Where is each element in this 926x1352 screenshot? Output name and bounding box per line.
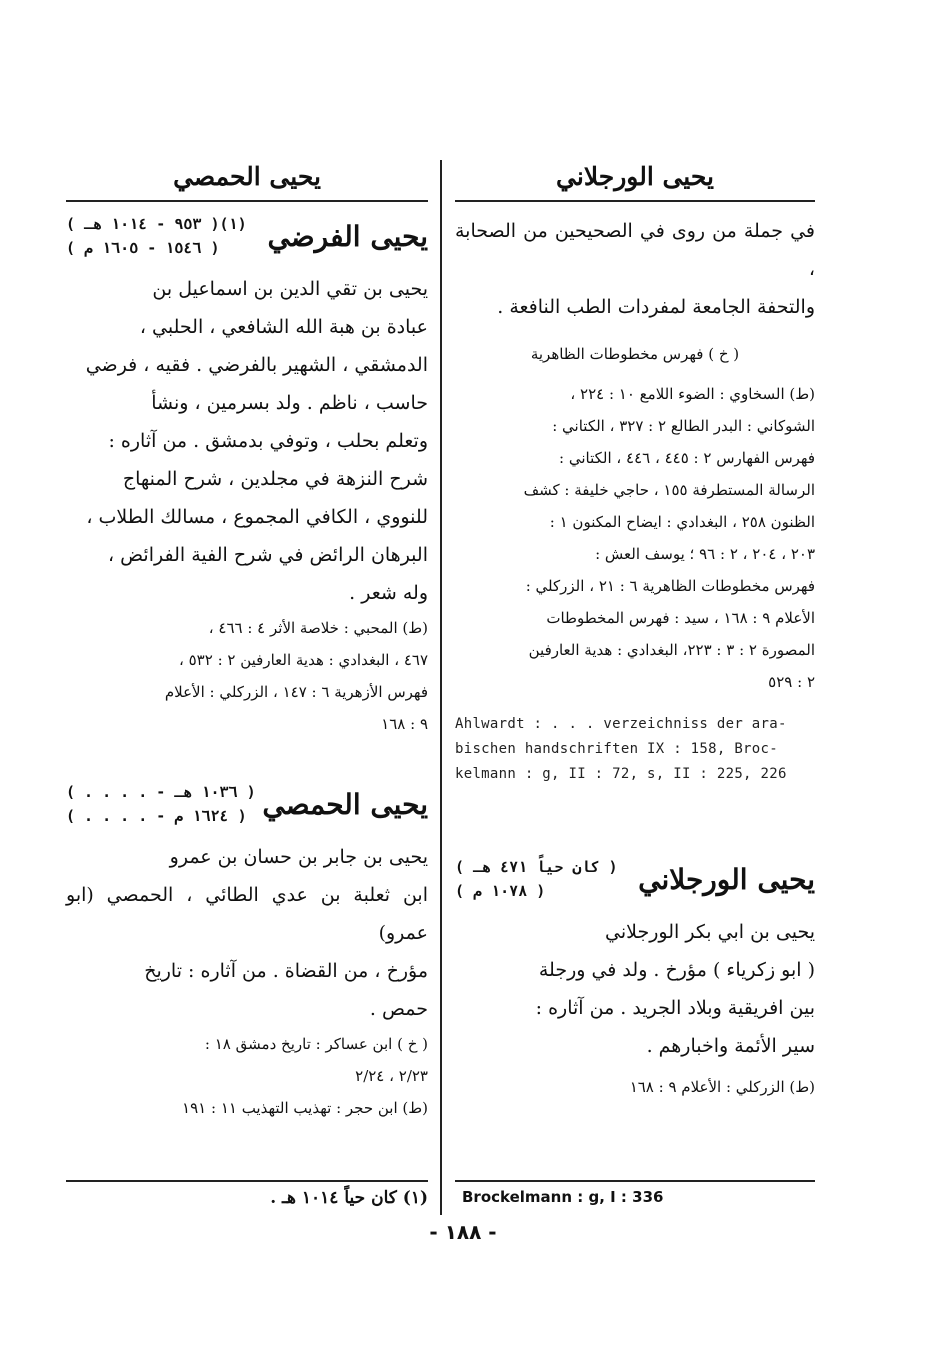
source-line: (ط) ابن حجر : تهذيب التهذيب ١١ : ١٩١: [182, 1099, 428, 1117]
hijri-date: ( ٩٥٣ - ١٠١٤ هـ )(١): [66, 215, 247, 233]
hijri-date: ( كان حياً ٤٧١ هـ ): [455, 858, 618, 876]
entry-name: يحيى الفرضي: [267, 219, 428, 253]
source-line: ٢٠٣ ، ٢٠٤ ، ٢ : ٩٦ ؛ يوسف العش :: [595, 545, 815, 563]
footnote-rule: [66, 1180, 428, 1182]
left-column-header: يحيى الحمصي: [173, 162, 321, 191]
gregorian-date: ( . . . . - ١٦٢٤ م ): [66, 807, 247, 825]
source-line: (ط) السخاوي : الضوء اللامع ١٠ : ٢٢٤ ،: [570, 385, 815, 403]
entry-heading: [66, 212, 428, 260]
body-line: وتعلم بحلب ، وتوفي بدمشق . من آثاره :: [108, 430, 428, 452]
continuation-line: في جملة من روى في الصحيحين من الصحابة ،: [455, 220, 815, 280]
body-line: يحيى بن ابي بكر الورجلاني: [605, 921, 815, 943]
hijri-date: ( . . . . - ١٠٣٦ هـ ): [66, 783, 256, 801]
footnote: (١) كان حياً ١٠١٤ هـ .: [270, 1188, 428, 1208]
latin-ref-line: Ahlwardt : . . . verzeichniss der ara-: [455, 716, 787, 732]
source-line: الرسالة المستطرفة ١٥٥ ، حاجي خليفة : كشف: [523, 481, 815, 499]
source-line: الأعلام ٩ : ١٦٨ ، سيد : فهرس المخطوطات: [546, 609, 815, 627]
source-line: (ط) المحبي : خلاصة الأثر ٤ : ٤٦٦ ،: [208, 619, 428, 637]
entry-heading: [66, 780, 428, 828]
source-line: الشوكاني : البدر الطالع ٢ : ٣٢٧ ، الكتاني :: [552, 417, 815, 435]
entry-name: يحيى الورجلاني: [638, 862, 815, 896]
source-line: ٤٦٧ ، البغدادي : هدية العارفين ٢ : ٥٣٢ ،: [179, 651, 428, 669]
gregorian-date: ( ١٥٤٦ - ١٦٠٥ م ): [66, 239, 220, 257]
body-line: يحيى بن تقي الدين بن اسماعيل بن: [152, 278, 428, 300]
body-line: سير الأئمة واخبارهم .: [646, 1035, 815, 1057]
body-line: يحيى بن جابر بن حسان بن عمرو: [169, 846, 428, 868]
entry-body: [455, 913, 815, 1065]
entry-dates: [66, 212, 247, 260]
source-line: الظنون ٢٥٨ ، البغدادي : ايضاح المكنون ١ :: [549, 513, 815, 531]
footnote-rule: [455, 1180, 815, 1182]
body-line: مؤرخ ، من القضاة . من آثاره : تاريخ: [144, 960, 428, 982]
source-line: ٩ : ١٦٨: [381, 715, 428, 733]
source-line: فهرس الفهارس ٢ : ٤٤٥ ، ٤٤٦ ، الكتاني :: [559, 449, 815, 467]
body-line: للنووي ، الكافي المجموع ، مسالك الطلاب ،: [86, 506, 428, 528]
printed-sources: [455, 378, 815, 698]
right-column: [455, 160, 815, 1103]
body-line: البرهان الرائض في شرح الفية الفرائض ،: [107, 544, 428, 566]
right-column-header: يحيى الورجلاني: [556, 162, 714, 191]
entry-dates: [66, 780, 256, 828]
manuscript-source: ( خ ) فهرس مخطوطات الظاهرية: [530, 345, 740, 363]
latin-ref-line: kelmann : g, II : 72, s, II : 225, 226: [455, 766, 787, 782]
entry-body: [66, 270, 428, 612]
latin-footer-ref: Brockelmann : g, I : 336: [462, 1188, 664, 1206]
source-line: ٢/٢٣ ، ٢/٢٤: [355, 1067, 428, 1085]
printed-sources: [66, 612, 428, 740]
entry-heading: [455, 855, 815, 903]
source-line: ( خ ) ابن عساكر : تاريخ دمشق ١٨ :: [204, 1035, 428, 1053]
source-line: المصورة ٢ : ٣ : ٢٢٣، البغدادي : هدية العارفين: [528, 641, 815, 659]
left-column: [66, 160, 428, 1124]
source-line: فهرس الأزهرية ٦ : ١٤٧ ، الزركلي : الأعلام: [164, 683, 428, 701]
body-line: حاسب ، ناظم . ولد بسرمين ، ونشأ: [151, 392, 428, 414]
header-rule: [455, 200, 815, 202]
gregorian-date: ( ١٠٧٨ م ): [455, 882, 546, 900]
source-line: فهرس مخطوطات الظاهرية ٦ : ٢١ ، الزركلي :: [525, 577, 815, 595]
page-number: - ١٨٨ -: [429, 1220, 497, 1244]
column-divider: [440, 160, 442, 1215]
entry-body: [66, 838, 428, 1028]
body-line: حمص .: [369, 998, 428, 1020]
continuation-line: والتحفة الجامعة لمفردات الطب النافعة .: [497, 296, 815, 318]
source-line: (ط) الزركلي : الأعلام ٩ : ١٦٨: [629, 1078, 815, 1096]
latin-ref-line: bischen handschriften IX : 158, Broc-: [455, 741, 778, 757]
entry-name: يحيى الحمصي: [262, 787, 428, 821]
body-line: ( ابو زكرياء ) مؤرخ . ولد في ورجلة: [538, 959, 815, 981]
header-rule: [66, 200, 428, 202]
entry-dates: [455, 855, 618, 903]
latin-reference: [455, 712, 815, 787]
body-line: الدمشقي ، الشهير بالفرضي . فقيه ، فرضي: [85, 354, 428, 376]
source-line: ٢ : ٥٢٩: [768, 673, 815, 691]
entry-sources: [66, 1028, 428, 1124]
body-line: شرح النزهة في مجلدين ، شرح المنهاج: [122, 468, 428, 490]
body-line: ابن ثعلبة بن عدي الطائي ، الحمصي (ابو عمرو): [66, 884, 428, 944]
body-line: عبادة بن هبة الله الشافعي ، الحلبي ،: [139, 316, 428, 338]
body-line: بين افريقية وبلاد الجريد . من آثاره :: [535, 997, 815, 1019]
body-line: وله شعر .: [349, 582, 428, 604]
